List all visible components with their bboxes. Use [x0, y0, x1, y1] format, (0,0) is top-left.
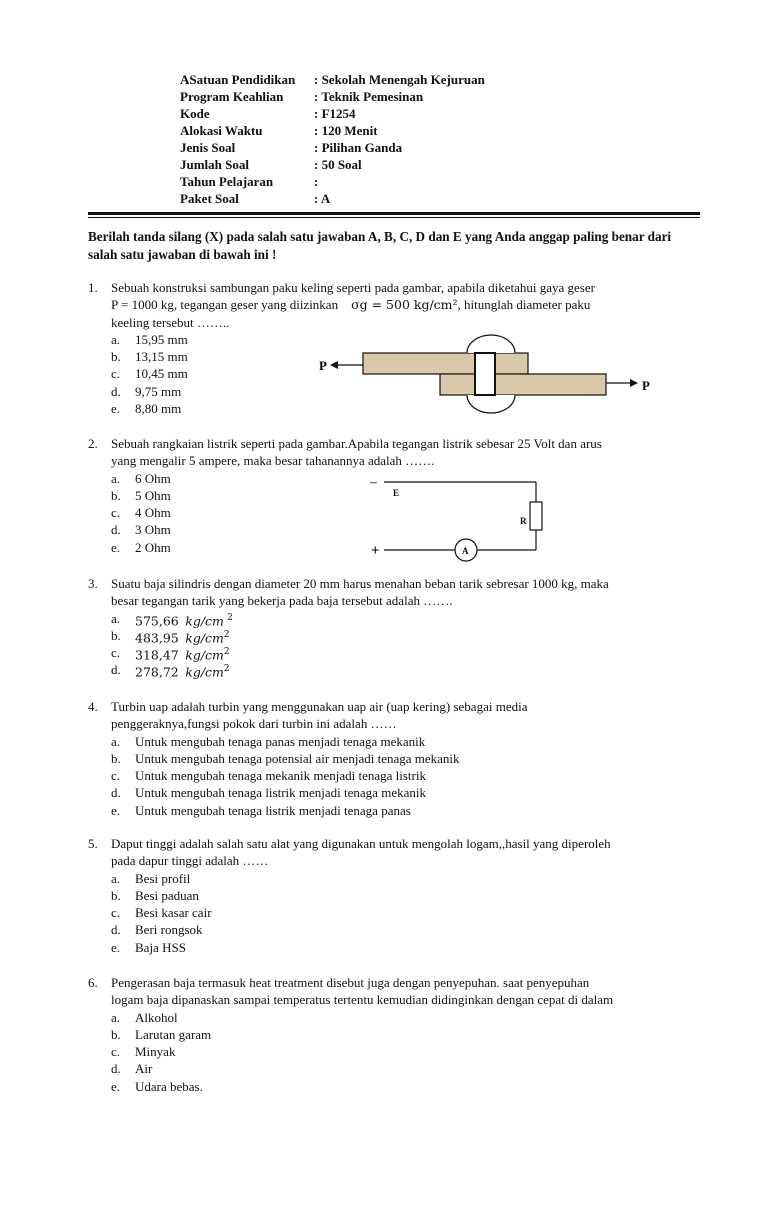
question-number: 5.: [88, 836, 98, 851]
stem-text: , hitunglah diameter paku: [457, 297, 591, 313]
ammeter-label: A: [462, 546, 469, 556]
answer-option[interactable]: [111, 1026, 700, 1043]
option-letter: e.: [111, 1078, 121, 1094]
question-stem: [111, 698, 700, 733]
option-text: Besi kasar cair: [135, 905, 212, 921]
resistor: [530, 502, 542, 530]
question-5: [88, 835, 700, 956]
option-letter: d.: [111, 522, 121, 538]
lower-plate: [440, 374, 606, 395]
header-value: : Teknik Pemesinan: [314, 89, 424, 104]
option-text: 15,95 mm: [135, 331, 188, 347]
option-text: 8,80 mm: [135, 401, 182, 417]
option-letter: d.: [111, 785, 121, 801]
option-text: 3 Ohm: [135, 522, 171, 538]
option-unit: kg/cm: [185, 664, 224, 680]
header-value: : 120 Menit: [314, 123, 378, 138]
option-letter: a.: [111, 1009, 121, 1025]
option-letter: e.: [111, 539, 121, 555]
stem-line: pada dapur tinggi adalah ……: [111, 853, 269, 869]
question-3: [88, 575, 700, 679]
header-label: Alokasi Waktu: [180, 123, 263, 138]
option-letter: c.: [111, 1044, 121, 1060]
option-value: 278,72: [135, 664, 179, 680]
option-letter: c.: [111, 366, 121, 382]
option-text: [135, 661, 230, 681]
header-label: Tahun Pelajaran: [180, 174, 274, 189]
question-number: 3.: [88, 576, 98, 591]
header-value: : 50 Soal: [314, 157, 362, 172]
answer-option[interactable]: [111, 733, 700, 750]
option-letter: a.: [111, 870, 121, 886]
positive-terminal: +: [371, 543, 380, 559]
option-text: Untuk mengubah tenaga potensial air menjadi tenaga mekanik: [135, 750, 460, 766]
option-text: 13,15 mm: [135, 349, 188, 365]
option-letter: d.: [111, 922, 121, 938]
question-6: [88, 974, 700, 1095]
option-letter: c.: [111, 905, 121, 921]
answer-option[interactable]: [111, 661, 700, 678]
answer-option[interactable]: [111, 610, 700, 627]
answer-option[interactable]: [111, 1060, 700, 1077]
header-label: Paket Soal: [180, 191, 239, 206]
answer-option[interactable]: [111, 887, 700, 904]
unit-exponent: 2: [223, 629, 230, 640]
option-text: 2 Ohm: [135, 539, 171, 555]
option-letter: d.: [111, 1061, 121, 1077]
option-letter: b.: [111, 349, 121, 365]
option-text: 10,45 mm: [135, 366, 188, 382]
arrowhead-left: [330, 361, 338, 369]
option-unit: kg/cm: [185, 612, 224, 628]
option-letter: b.: [111, 1026, 121, 1042]
stress-formula: σg = 500 kg/cm²: [351, 297, 458, 313]
option-unit: kg/cm: [185, 630, 224, 646]
header-label: Kode: [180, 106, 210, 121]
rivet-head-bottom: [467, 395, 515, 413]
header-label: ASatuan Pendidikan: [180, 72, 296, 87]
stem-line: Daput tinggi adalah salah satu alat yang digunakan untuk mengolah logam,,hasil yang diperoleh: [111, 836, 611, 851]
option-text: Baja HSS: [135, 939, 186, 955]
option-text: Besi profil: [135, 870, 191, 886]
rivet-shank: [475, 353, 495, 395]
option-text: Untuk mengubah tenaga listrik menjadi tenaga mekanik: [135, 785, 426, 801]
circuit-figure: [362, 470, 562, 570]
question-number: 1.: [88, 280, 98, 295]
unit-exponent: 2: [227, 612, 233, 623]
option-letter: d.: [111, 662, 121, 678]
option-letter: a.: [111, 733, 121, 749]
option-text: Untuk mengubah tenaga mekanik menjadi tenaga listrik: [135, 768, 426, 784]
header-value: :: [314, 174, 319, 189]
header-divider-thin: [88, 217, 700, 218]
answer-option[interactable]: [111, 939, 700, 956]
header-label: Program Keahlian: [180, 89, 284, 104]
stem-line: keeling tersebut ……..: [111, 314, 230, 330]
stem-line: logam baja dipanaskan sampai temperatus tertentu kemudian didinginkan dengan cepat di dalam: [111, 992, 614, 1008]
question-number: 2.: [88, 436, 98, 451]
negative-terminal: –: [370, 475, 377, 490]
option-letter: c.: [111, 505, 121, 521]
answer-option[interactable]: [111, 750, 700, 767]
answer-option[interactable]: [111, 802, 700, 819]
option-letter: a.: [111, 470, 121, 486]
question-stem: [111, 435, 700, 470]
question-4: [88, 698, 700, 819]
header-label: Jenis Soal: [180, 140, 236, 155]
option-text: Udara bebas.: [135, 1078, 203, 1094]
unit-exponent: 2: [223, 664, 230, 675]
option-text: Larutan garam: [135, 1026, 212, 1042]
answer-option[interactable]: [111, 904, 700, 921]
option-letter: b.: [111, 487, 121, 503]
upper-plate: [363, 353, 528, 374]
option-value: 483,95: [135, 630, 179, 646]
header-label: Jumlah Soal: [180, 157, 249, 172]
option-letter: a.: [111, 331, 121, 347]
force-label-right: P: [642, 378, 650, 393]
resistor-label: R: [520, 516, 527, 526]
stem-line: besar tegangan tarik yang bekerja pada baja tersebut adalah …….: [111, 593, 453, 609]
option-value: 575,66: [135, 612, 179, 628]
option-letter: b.: [111, 887, 121, 903]
option-text: Untuk mengubah tenaga panas menjadi tenaga mekanik: [135, 733, 426, 749]
option-letter: e.: [111, 802, 121, 818]
option-text: 4 Ohm: [135, 505, 171, 521]
source-label: E: [393, 488, 400, 498]
stem-line: penggeraknya,fungsi pokok dari turbin ini adalah ……: [111, 716, 397, 732]
header-value: : F1254: [314, 106, 356, 121]
answer-option[interactable]: [111, 921, 700, 938]
option-letter: c.: [111, 645, 121, 661]
answer-option[interactable]: [111, 767, 700, 784]
header-value: : Sekolah Menengah Kejuruan: [314, 72, 485, 87]
rivet-head-top: [467, 335, 515, 353]
option-letter: d.: [111, 383, 121, 399]
force-label-left: P: [319, 358, 327, 373]
stem-line: [111, 296, 700, 313]
option-letter: a.: [111, 610, 121, 626]
option-text: Beri rongsok: [135, 922, 203, 938]
option-letter: e.: [111, 939, 121, 955]
header-value: : A: [314, 191, 331, 206]
header-divider-thick: [88, 212, 700, 215]
stem-line: yang mengalir 5 ampere, maka besar tahanannya adalah …….: [111, 453, 435, 469]
option-text: Besi paduan: [135, 887, 199, 903]
answer-option[interactable]: [111, 1043, 700, 1060]
question-stem: [111, 575, 700, 610]
option-text: 6 Ohm: [135, 470, 171, 486]
option-unit: kg/cm: [185, 647, 224, 663]
stem-line: Turbin uap adalah turbin yang menggunakan uap air (uap kering) sebagai media: [111, 699, 528, 714]
option-letter: b.: [111, 627, 121, 643]
stem-text: P = 1000 kg, tegangan geser yang diizinkan: [111, 297, 339, 313]
option-letter: e.: [111, 401, 121, 417]
question-number: 4.: [88, 699, 98, 714]
stem-line: Sebuah konstruksi sambungan paku keling seperti pada gambar, apabila diketahui gaya geser: [111, 280, 595, 295]
header-value: : Pilihan Ganda: [314, 140, 403, 155]
question-number: 6.: [88, 975, 98, 990]
answer-option[interactable]: [111, 627, 700, 644]
answer-option[interactable]: [111, 644, 700, 661]
rivet-joint-figure: [310, 330, 660, 420]
stem-line: Suatu baja silindris dengan diameter 20 mm harus menahan beban tarik sebresar 1000 kg, maka: [111, 576, 609, 591]
option-letter: b.: [111, 750, 121, 766]
answer-option[interactable]: [111, 870, 700, 887]
option-value: 318,47: [135, 647, 179, 663]
option-text: Alkohol: [135, 1009, 178, 1025]
instruction: Berilah tanda silang (X) pada salah satu jawaban A, B, C, D dan E yang Anda anggap paling benar dari salah satu jawaban di bawah ini !: [88, 229, 672, 262]
answer-option[interactable]: [111, 784, 700, 801]
question-stem: [111, 835, 700, 870]
stem-line: Pengerasan baja termasuk heat treatment disebut juga dengan penyepuhan. saat penyepuhan: [111, 975, 590, 990]
arrowhead-right: [630, 379, 638, 387]
option-text: Minyak: [135, 1044, 176, 1060]
option-text: 9,75 mm: [135, 383, 182, 399]
unit-exponent: 2: [223, 647, 230, 658]
option-text: 5 Ohm: [135, 487, 171, 503]
option-text: Untuk mengubah tenaga listrik menjadi tenaga panas: [135, 802, 411, 818]
question-stem: [111, 974, 700, 1009]
answer-option[interactable]: [111, 1009, 700, 1026]
question-stem: [111, 279, 700, 331]
option-text: Air: [135, 1061, 153, 1077]
option-letter: c.: [111, 768, 121, 784]
answer-option[interactable]: [111, 1078, 700, 1095]
stem-line: Sebuah rangkaian listrik seperti pada gambar.Apabila tegangan listrik sebesar 25 Volt dan arus: [111, 436, 602, 451]
